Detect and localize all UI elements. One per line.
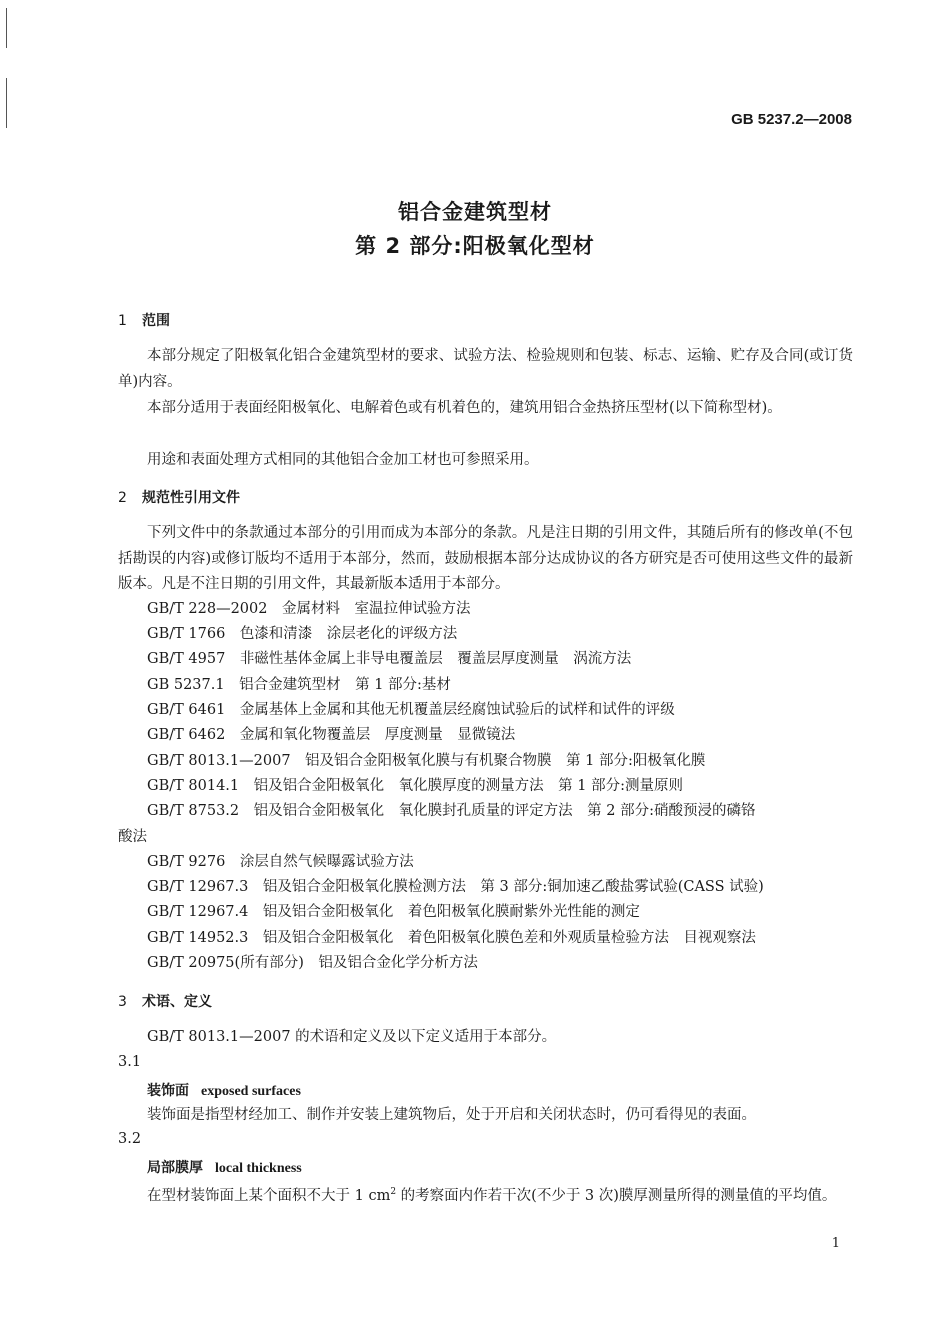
section-1-paragraph: 本部分适用于表面经阳极氧化、电解着色或有机着色的，建筑用铝合金热挤压型材(以下简称型材)。 bbox=[147, 400, 782, 416]
reference-item: GB/T 12967.3 铝及铝合金阳极氧化膜检测方法 第 3 部分:铜加速乙酸盐雾试验(CASS 试验) bbox=[147, 879, 764, 895]
term-definition: 装饰面是指型材经加工、制作并安装上建筑物后，处于开启和关闭状态时，仍可看得见的表面。 bbox=[147, 1107, 756, 1123]
reference-item: GB/T 228—2002 金属材料 室温拉伸试验方法 bbox=[147, 601, 471, 617]
reference-item: GB/T 1766 色漆和清漆 涂层老化的评级方法 bbox=[147, 626, 458, 642]
section-1-paragraph: 用途和表面处理方式相同的其他铝合金加工材也可参照采用。 bbox=[147, 452, 539, 468]
reference-item: GB/T 20975(所有部分) 铝及铝合金化学分析方法 bbox=[147, 955, 478, 971]
section-number: 3 bbox=[118, 994, 127, 1010]
standard-number: GB 5237.2—2008 bbox=[731, 111, 852, 128]
reference-item: GB/T 14952.3 铝及铝合金阳极氧化 着色阳极氧化膜色差和外观质量检验方法 目视观察法 bbox=[147, 930, 756, 946]
section-2-heading bbox=[118, 487, 240, 507]
page-number: 1 bbox=[831, 1236, 840, 1251]
reference-item: GB/T 8014.1 铝及铝合金阳极氧化 氧化膜厚度的测量方法 第 1 部分:测量原则 bbox=[147, 778, 683, 794]
section-2-intro: 下列文件中的条款通过本部分的引用而成为本部分的条款。凡是注日期的引用文件，其随后所有的修改单(不包括勘误的内容)或修订版均不适用于本部分，然而，鼓励根据本部分达成协议的各方研究是否可使用这些文件的最新版本。凡是不注日期的引用文件，其最新版本适用于本部分。 bbox=[118, 525, 853, 592]
scan-edge-mark bbox=[6, 78, 7, 128]
title-line-2: 第 2 部分:阳极氧化型材 bbox=[355, 234, 595, 258]
term-definition: 在型材装饰面上某个面积不大于 1 $cm^2$ 的考察面内作若干次(不少于 3 次)膜厚测量所得的测量值的平均值。 bbox=[147, 1187, 837, 1204]
reference-item: GB/T 8013.1—2007 铝及铝合金阳极氧化膜与有机聚合物膜 第 1 部分:阳极氧化膜 bbox=[147, 753, 706, 769]
section-number: 1 bbox=[118, 313, 127, 329]
reference-item: GB/T 9276 涂层自然气候曝露试验方法 bbox=[147, 854, 414, 870]
reference-item: GB/T 6462 金属和氧化物覆盖层 厚度测量 显微镜法 bbox=[147, 727, 516, 743]
section-number: 2 bbox=[118, 490, 127, 506]
term-heading: 装饰面 exposed surfaces bbox=[147, 1083, 301, 1099]
term-number: 3.1 bbox=[118, 1054, 142, 1070]
reference-item: GB/T 8753.2 铝及铝合金阳极氧化 氧化膜封孔质量的评定方法 第 2 部分:硝酸预浸的磷铬 酸法 bbox=[118, 803, 756, 845]
section-1-heading bbox=[118, 310, 170, 330]
reference-item: GB/T 12967.4 铝及铝合金阳极氧化 着色阳极氧化膜耐紫外光性能的测定 bbox=[147, 904, 640, 920]
section-title: 范围 bbox=[142, 313, 170, 329]
reference-item: GB 5237.1 铝合金建筑型材 第 1 部分:基材 bbox=[147, 677, 451, 693]
reference-item: GB/T 4957 非磁性基体金属上非导电覆盖层 覆盖层厚度测量 涡流方法 bbox=[147, 651, 632, 667]
title-line-1: 铝合金建筑型材 bbox=[398, 200, 552, 224]
section-1-paragraph: 本部分规定了阳极氧化铝合金建筑型材的要求、试验方法、检验规则和包装、标志、运输、贮存及合同(或订货单)内容。 bbox=[118, 348, 853, 390]
section-3-heading bbox=[118, 991, 212, 1011]
term-number: 3.2 bbox=[118, 1131, 142, 1147]
section-title: 术语、定义 bbox=[142, 994, 212, 1010]
section-title: 规范性引用文件 bbox=[142, 490, 240, 506]
term-heading: 局部膜厚 local thickness bbox=[147, 1160, 302, 1176]
reference-item: GB/T 6461 金属基体上金属和其他无机覆盖层经腐蚀试验后的试样和试件的评级 bbox=[147, 702, 675, 718]
section-3-intro: GB/T 8013.1—2007 的术语和定义及以下定义适用于本部分。 bbox=[147, 1029, 557, 1045]
scan-edge-mark bbox=[6, 8, 7, 48]
